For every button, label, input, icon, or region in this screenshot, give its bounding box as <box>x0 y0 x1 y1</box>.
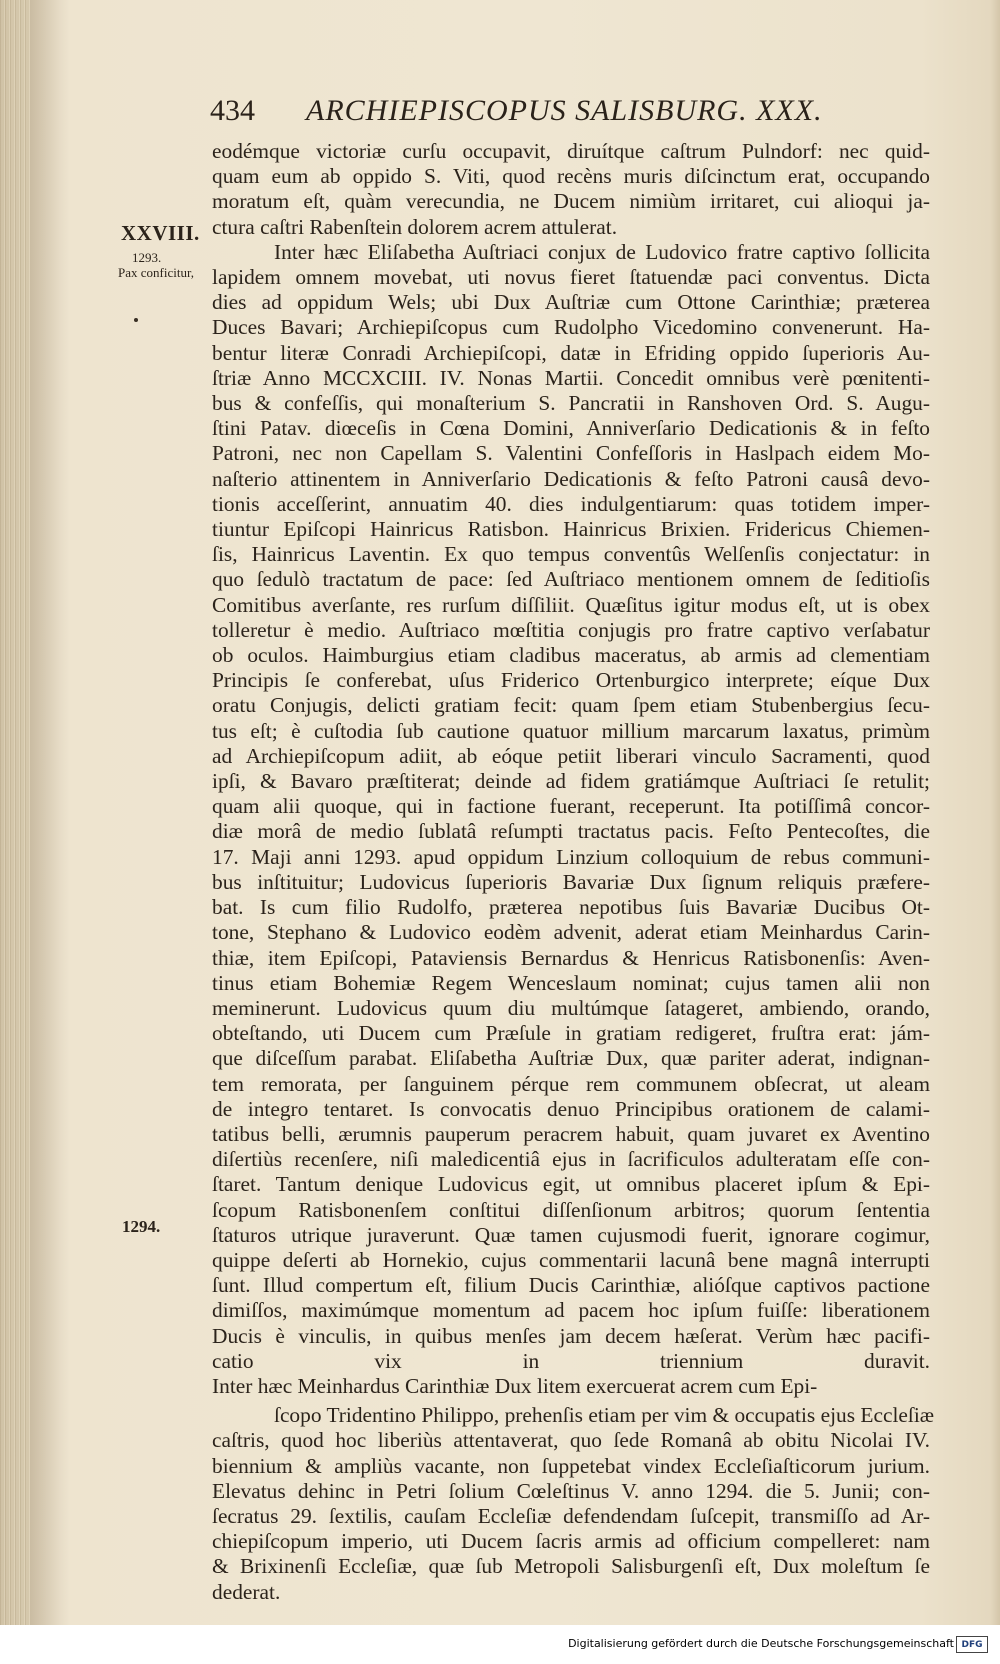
text-line: ſtaturos utrique juraverunt. Quæ tamen cujusmodi fuerit, ignorare cogimur, <box>212 1222 930 1247</box>
text-line: ſis, Hainricus Laventin. Ex quo tempus conventûs Welſenſis conjectatur: in <box>212 542 930 567</box>
text-line: tus eſt; è cuſtodia ſub cautione quatuor millium marcarum laxatus, primùm <box>212 718 930 743</box>
text-line: catio vix in triennium duravit. <box>212 1348 930 1373</box>
margin-section-number: XXVIII. <box>121 221 200 245</box>
text-line: moratum eſt, quàm verecundia, ne Ducem nimiùm irritaret, cui alioqui ja- <box>212 189 930 214</box>
text-line: bus & confeſſis, qui monaſterium S. Pancratii in Ranshoven Ord. S. Augu- <box>212 391 930 416</box>
text-line: quippe deſerti ab Hornekio, cujus commentarii lacunâ bene magnâ interrupti <box>212 1247 930 1272</box>
text-line: tolleretur è medio. Auſtriaco mœſtitia conjugis pro fratre captivo verſabatur <box>212 617 930 642</box>
text-line: de integro tentaret. Is convocatis denuo Principibus orationem de calami- <box>212 1096 930 1121</box>
text-line: lapidem omnem movebat, uti novus fieret ſtatuendæ paci conventus. Dicta <box>212 265 930 290</box>
text-line: quam eum ab oppido S. Viti, quod recèns muris diſcinctum erat, occupando <box>212 164 930 189</box>
text-line: dederat. <box>212 1579 281 1604</box>
page-number: 434 <box>210 94 255 127</box>
text-line: ad Archiepiſcopum adiit, ab eóque petiit liberari vinculo Sacramenti, quod <box>212 743 930 768</box>
ink-mark <box>134 318 138 322</box>
margin-year-1293: 1293. <box>132 250 162 265</box>
text-line: diæ morâ de medio ſublatâ reſumpti tractatus pacis. Feſto Pentecoſtes, die <box>212 819 930 844</box>
text-line: Comitibus averſante, res rurſum diſſiliit. Quæſitus igitur modus eſt, ut is obex <box>212 592 930 617</box>
text-line: 17. Maji anni 1293. apud oppidum Linzium colloquium de rebus communi- <box>212 844 930 869</box>
text-line: diſertiùs recenſere, niſi maledicentiâ ejus in ſacrificulos adulteratam eſſe con- <box>212 1147 930 1172</box>
text-line: Principis ſe conferebat, uſus Friderico Ortenburgico interprete; eíque Dux <box>212 668 930 693</box>
text-line: ſtaret. Tantum denique Ludovicus egit, ut omnibus placeret ipſum & Epi- <box>212 1172 930 1197</box>
text-line: que diſceſſum parabat. Eliſabetha Auſtriæ Dux, quæ pariter aderat, indignan- <box>212 1046 930 1071</box>
text-line: Elevatus dehinc in Petri ſolium Cœleſtinus V. anno 1294. die 5. Junii; con- <box>212 1478 930 1503</box>
text-line: quam alii quoque, qui in factione fuerant, receperunt. Ita potiſſimâ concor- <box>212 794 930 819</box>
text-line: ob oculos. Haimburgius etiam cladibus maceratus, ab armis ad clementiam <box>212 643 930 668</box>
text-line: tiuntur Epiſcopi Hainricus Ratisbon. Hainricus Brixien. Fridericus Chiemen- <box>212 517 930 542</box>
text-line: tatibus belli, ærumnis pauperum peracrem habuit, quam juvaret ex Aventino <box>212 1121 930 1146</box>
text-line: ſunt. Illud compertum eſt, filium Ducis Carinthiæ, alióſque captivos pactione <box>212 1273 930 1298</box>
dfg-logo-text: DFG <box>961 1639 983 1650</box>
text-line: tinus etiam Bohemiæ Regem Wenceslaum nominat; cujus tamen alii non <box>212 970 930 995</box>
margin-year-1294: 1294. <box>122 1217 161 1236</box>
gutter-shadow <box>30 0 70 1625</box>
text-line: Duces Bavari; Archiepiſcopus cum Rudolpho Vicedomino convenerunt. Ha- <box>212 315 930 340</box>
text-line: bat. Is cum filio Rudolfo, præterea nepotibus ſuis Bavariæ Ducibus Ot- <box>212 895 930 920</box>
text-line: chiepiſcopum imperio, uti Ducem ſacris armis ad officium compelleret: nam <box>212 1529 930 1554</box>
running-title: ARCHIEPISCOPUS SALISBURG. XXX. <box>306 94 823 127</box>
text-line: caſtris, quod hoc liberiùs attentaverat, quo ſede Romanâ ab obitu Nicolai IV. <box>212 1428 930 1453</box>
digitization-credit: Digitalisierung gefördert durch die Deutsche Forschungsgemeinschaft <box>568 1637 954 1650</box>
text-line: naſterio attinentem in Anniverſario Dedicationis & feſto Patroni causâ devo- <box>212 466 930 491</box>
text-line: quo ſedulò tractatum de pace: ſed Auſtriaco mentionem omnem de ſeditioſis <box>212 567 930 592</box>
text-line: dies ad oppidum Wels; ubi Dux Auſtriæ cum Ottone Carinthiæ; præterea <box>212 290 930 315</box>
text-line: dimiſſos, maximúmque momentum ad pacem hoc ipſum fuiſſe: liberationem <box>212 1298 930 1323</box>
text-line: meminerunt. Ludovicus quum diu multúmque ſatageret, ambiendo, orando, <box>212 995 930 1020</box>
text-line: ſtini Patav. diœceſis in Cœna Domini, Anniverſario Dedicationis & in feſto <box>212 416 930 441</box>
text-line: thiæ, item Epiſcopi, Pataviensis Bernardus & Henricus Ratisbonenſis: Aven- <box>212 945 930 970</box>
text-line: obteſtando, uti Ducem cum Præſule in gratiam redigeret, fruſtra erat: jám- <box>212 1021 930 1046</box>
text-line: biennium & ampliùs vacante, non ſuppetebat vindex Eccleſiaſticorum jurium. <box>212 1453 930 1478</box>
page-header <box>210 94 840 140</box>
text-line: ſcopo Tridentino Philippo, prehenſis etiam per vim & occupatis ejus Eccleſiæ <box>274 1403 935 1428</box>
text-line: ſtriæ Anno MCCXCIII. IV. Nonas Martii. Concedit omnibus verè pœnitenti- <box>212 365 930 390</box>
text-line: ipſi, & Bavaro præſtiterat; deinde ad fidem gratiámque Auſtriaci ſe retulit; <box>212 769 930 794</box>
text-line: eodémque victoriæ curſu occupavit, diruítque caſtrum Pulndorf: nec quid- <box>212 139 930 163</box>
text-line: tem remorata, per ſanguinem pérque rem communem obſecrat, ut aleam <box>212 1071 930 1096</box>
text-line: Patroni, nec non Capellam S. Valentini Confeſſoris in Haslpach eidem Mo- <box>212 441 930 466</box>
book-spine <box>0 0 30 1625</box>
text-line: Inter hæc Meinhardus Carinthiæ Dux litem exercuerat acrem cum Epi- <box>212 1373 818 1398</box>
text-line: ſecratus 29. ſextilis, cauſam Eccleſiæ defendendam ſuſcepit, transmiſſo ad Ar- <box>212 1503 930 1528</box>
text-line: Inter hæc Eliſabetha Auſtriaci conjux de Ludovico fratre captivo ſollicita <box>274 239 930 264</box>
text-line: & Brixinenſi Eccleſiæ, quæ ſub Metropoli Salisburgenſi eſt, Dux moleſtum ſe <box>212 1554 930 1579</box>
text-line: Ducis è vinculis, in quibus menſes jam decem hæſerat. Verùm hæc pacifi- <box>212 1323 930 1348</box>
text-line: bentur literæ Conradi Archiepiſcopi, datæ in Efriding oppido ſuperioris Au- <box>212 340 930 365</box>
text-line: tionis acceſſerint, annuatim 40. dies indulgentiarum: quas totidem imper- <box>212 491 930 516</box>
text-line: ſcopum Ratisbonenſem conſtitui diſſenſionum arbitros; quorum ſententia <box>212 1197 930 1222</box>
text-line: bus inſtituitur; Ludovicus ſuperioris Bavariæ Dux ſignum reliquis præfere- <box>212 869 930 894</box>
text-line: oratu Conjugis, delicti gratiam fecit: quam ſpem etiam Stubenbergius ſecu- <box>212 693 930 718</box>
body-text <box>212 139 935 1605</box>
margin-note-pax: Pax conficitur, <box>118 265 195 280</box>
dfg-logo <box>956 1636 988 1653</box>
footer-bar <box>0 1625 1000 1664</box>
text-line: tone, Stephano & Ludovico eodèm advenit, aderat etiam Meinhardus Carin- <box>212 920 930 945</box>
text-line: ctura caſtri Rabenſtein dolorem acrem attulerat. <box>212 214 618 239</box>
